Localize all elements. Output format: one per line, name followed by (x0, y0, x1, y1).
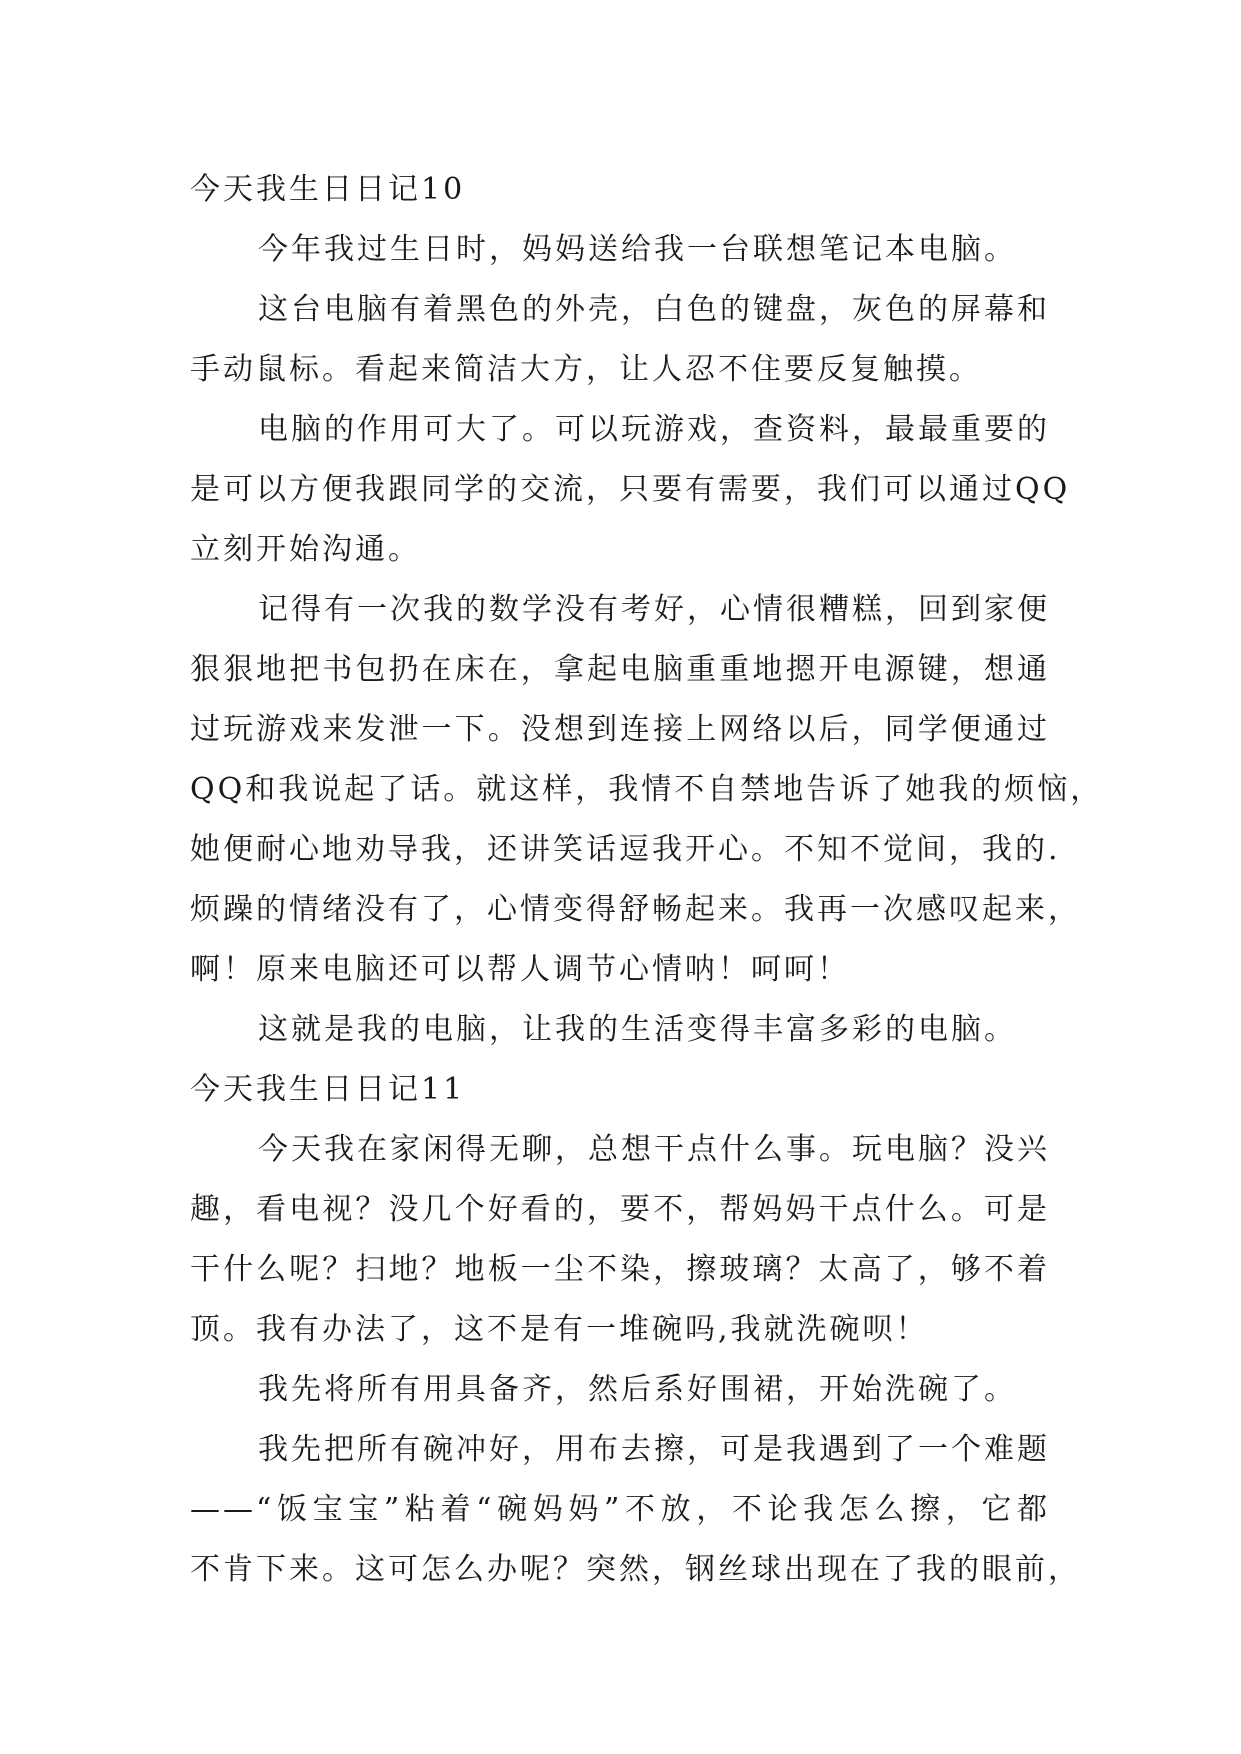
text-line: 记得有一次我的数学没有考好，心情很糟糕，回到家便 (258, 592, 1050, 627)
text-line: 我先将所有用具备齐，然后系好围裙，开始洗碗了。 (258, 1372, 1017, 1407)
text-line: 今天我在家闲得无聊，总想干点什么事。玩电脑？没兴 (258, 1132, 1050, 1167)
document-body (190, 160, 1104, 1600)
text-line: 顶。我有办法了，这不是有一堆碗吗,我就洗碗呗！ (190, 1312, 929, 1347)
text-line: 我先把所有碗冲好，用布去擦，可是我遇到了一个难题 (258, 1432, 1050, 1467)
text-line: 趣，看电视？没几个好看的，要不，帮妈妈干点什么。可是 (190, 1192, 1050, 1227)
text-line: 这台电脑有着黑色的外壳，白色的键盘，灰色的屏幕和 (258, 292, 1050, 327)
text-line: 今年我过生日时，妈妈送给我一台联想笔记本电脑。 (258, 232, 1017, 267)
text-line: 啊！原来电脑还可以帮人调节心情呐！呵呵！ (190, 952, 850, 987)
text-line: 是可以方便我跟同学的交流，只要有需要，我们可以通过QQ (190, 472, 1071, 507)
text-line: ——“饭宝宝”粘着“碗妈妈”不放，不论我怎么擦，它都 (190, 1492, 1050, 1527)
text-line: 狠狠地把书包扔在床在，拿起电脑重重地摁开电源键，想通 (190, 652, 1050, 687)
section-heading: 今天我生日日记10 (190, 172, 466, 207)
text-line: 她便耐心地劝导我，还讲笑话逗我开心。不知不觉间，我的. (190, 832, 1061, 867)
text-line: 干什么呢？扫地？地板一尘不染，擦玻璃？太高了，够不着 (190, 1252, 1050, 1287)
text-line: 这就是我的电脑，让我的生活变得丰富多彩的电脑。 (258, 1012, 1017, 1047)
text-line: 过玩游戏来发泄一下。没想到连接上网络以后，同学便通过 (190, 712, 1050, 747)
text-line: 不肯下来。这可怎么办呢？突然，钢丝球出现在了我的眼前， (190, 1552, 1081, 1587)
text-line: 手动鼠标。看起来简洁大方，让人忍不住要反复触摸。 (190, 352, 982, 387)
text-line: 烦躁的情绪没有了，心情变得舒畅起来。我再一次感叹起来， (190, 892, 1081, 927)
section-heading: 今天我生日日记11 (190, 1072, 466, 1107)
text-line: 立刻开始沟通。 (190, 532, 421, 567)
text-line: QQ和我说起了话。就这样，我情不自禁地告诉了她我的烦恼， (190, 772, 1104, 807)
text-line: 电脑的作用可大了。可以玩游戏，查资料，最最重要的 (258, 412, 1050, 447)
